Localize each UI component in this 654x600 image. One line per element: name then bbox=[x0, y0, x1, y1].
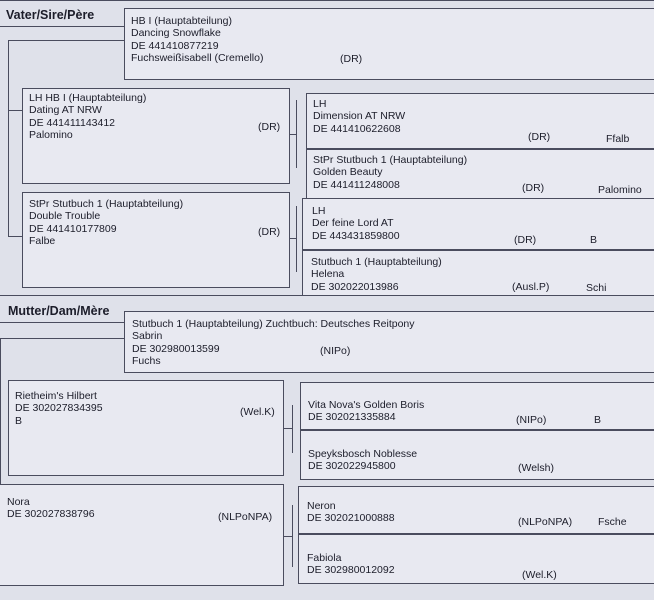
father-sire-connector-h bbox=[290, 134, 296, 135]
father-main-line-3: DE 441410877219 bbox=[131, 39, 219, 52]
mother-dam-code: (NLPoNPA) bbox=[218, 511, 273, 523]
father-ss-code: (DR) bbox=[528, 131, 551, 143]
mother-dd-text bbox=[307, 552, 395, 577]
mother-header-underline bbox=[0, 322, 124, 323]
mother-main-line-1: Stutbuch 1 (Hauptabteilung) Zuchtbuch: Deutsches Reitpony bbox=[132, 318, 415, 330]
father-ds-line-3: DE 443431859800 bbox=[312, 229, 400, 242]
mother-sd-text bbox=[308, 448, 417, 473]
father-dam-connector-v bbox=[296, 206, 297, 272]
father-sire-line-2: Dating AT NRW bbox=[29, 104, 102, 117]
mother-dam-connector-h bbox=[284, 536, 292, 537]
mother-ss-text bbox=[308, 399, 424, 424]
mother-sire-code: (Wel.K) bbox=[240, 406, 275, 418]
section-divider-mother bbox=[0, 295, 654, 296]
father-dam-line-4: Falbe bbox=[29, 235, 56, 248]
father-ds-text bbox=[312, 205, 400, 242]
father-dam-code: (DR) bbox=[258, 226, 281, 238]
mother-dam-connector-v bbox=[292, 505, 293, 567]
mother-dd-line-1: Fabiola bbox=[307, 552, 342, 564]
father-dam-line-1: StPr Stutbuch 1 (Hauptabteilung) bbox=[29, 198, 184, 210]
father-connector-h3 bbox=[8, 236, 22, 237]
mother-main-line-3: DE 302980013599 bbox=[132, 342, 220, 355]
father-dd-line-2: Helena bbox=[311, 268, 345, 281]
father-sire-line-3: DE 441411143412 bbox=[29, 116, 116, 129]
mother-ss-line-2: DE 302021335884 bbox=[308, 411, 396, 424]
father-main-line-2: Dancing Snowflake bbox=[131, 27, 221, 40]
mother-sire-line-2: DE 302027834395 bbox=[15, 402, 103, 415]
father-ds-code: (DR) bbox=[514, 234, 537, 246]
father-main-code: (DR) bbox=[340, 53, 363, 65]
father-sd-code: (DR) bbox=[522, 182, 545, 194]
father-ss-line-1: LH bbox=[313, 98, 327, 110]
mother-sire-line-3: B bbox=[15, 414, 23, 427]
mother-main-line-4: Fuchs bbox=[132, 355, 161, 368]
father-sd-line-2: Golden Beauty bbox=[313, 166, 383, 179]
father-dam-text bbox=[29, 198, 183, 248]
mother-sire-line-1: Rietheim's Hilbert bbox=[15, 390, 97, 402]
father-dam-connector-h bbox=[290, 238, 296, 239]
mother-main-line-2: Sabrin bbox=[132, 330, 163, 343]
mother-main-code: (NIPo) bbox=[320, 345, 351, 357]
father-main-text bbox=[131, 15, 263, 65]
mother-ss-color: B bbox=[594, 414, 602, 426]
mother-dam-line-2: DE 302027838796 bbox=[7, 508, 95, 521]
mother-ds-color: Fsche bbox=[598, 516, 627, 528]
father-dd-color: Schi bbox=[586, 282, 607, 294]
father-ss-color: Ffalb bbox=[606, 133, 630, 145]
father-sire-code: (DR) bbox=[258, 121, 281, 133]
mother-sire-connector-h bbox=[284, 428, 292, 429]
father-sire-text bbox=[29, 92, 146, 142]
father-dam-line-2: Double Trouble bbox=[29, 210, 101, 223]
father-dd-line-1: Stutbuch 1 (Hauptabteilung) bbox=[311, 256, 442, 268]
father-connector-v bbox=[8, 40, 9, 236]
father-dd-code: (Ausl.P) bbox=[512, 281, 550, 293]
father-sire-connector-v bbox=[296, 100, 297, 168]
father-main-line-1: HB I (Hauptabteilung) bbox=[131, 15, 232, 27]
father-connector-h2 bbox=[8, 110, 22, 111]
father-ss-line-3: DE 441410622608 bbox=[313, 122, 401, 135]
father-connector-h1 bbox=[8, 40, 124, 41]
father-sire-line-4: Palomino bbox=[29, 129, 73, 142]
father-ss-text bbox=[313, 98, 405, 135]
mother-sd-line-1: Speyksbosch Noblesse bbox=[308, 448, 418, 460]
mother-connector-h1 bbox=[0, 338, 124, 339]
mother-sire-connector-v bbox=[292, 405, 293, 453]
father-dd-text bbox=[311, 256, 442, 293]
father-header-underline bbox=[0, 26, 124, 27]
father-header: Vater/Sire/Père bbox=[6, 8, 95, 22]
father-sd-color: Palomino bbox=[598, 184, 642, 196]
father-sd-text bbox=[313, 154, 467, 191]
mother-ss-line-1: Vita Nova's Golden Boris bbox=[308, 399, 425, 411]
mother-sd-code: (Welsh) bbox=[518, 462, 554, 474]
father-sd-line-3: DE 441411248008 bbox=[313, 178, 400, 191]
mother-ds-line-1: Neron bbox=[307, 500, 336, 512]
mother-ds-line-2: DE 302021000888 bbox=[307, 512, 395, 525]
father-dam-line-3: DE 441410177809 bbox=[29, 222, 117, 235]
section-divider-top bbox=[0, 0, 654, 1]
mother-sd-line-2: DE 302022945800 bbox=[308, 460, 396, 473]
father-ds-color: B bbox=[590, 234, 598, 246]
mother-dd-code: (Wel.K) bbox=[522, 569, 557, 581]
father-ss-line-2: Dimension AT NRW bbox=[313, 110, 406, 123]
father-ds-line-1: LH bbox=[312, 205, 326, 217]
mother-dd-line-2: DE 302980012092 bbox=[307, 564, 395, 577]
father-sire-line-1: LH HB I (Hauptabteilung) bbox=[29, 92, 147, 104]
mother-header: Mutter/Dam/Mère bbox=[8, 304, 110, 318]
mother-dam-text bbox=[7, 496, 95, 521]
father-dd-line-3: DE 302022013986 bbox=[311, 280, 399, 293]
mother-main-text bbox=[132, 318, 415, 368]
mother-dam-line-1: Nora bbox=[7, 496, 30, 508]
mother-sire-text bbox=[15, 390, 103, 427]
father-sd-line-1: StPr Stutbuch 1 (Hauptabteilung) bbox=[313, 154, 468, 166]
father-ds-line-2: Der feine Lord AT bbox=[312, 217, 394, 230]
mother-ds-text bbox=[307, 500, 395, 525]
mother-ss-code: (NIPo) bbox=[516, 414, 547, 426]
father-main-line-4: Fuchsweißisabell (Cremello) bbox=[131, 52, 264, 65]
mother-ds-code: (NLPoNPA) bbox=[518, 516, 573, 528]
